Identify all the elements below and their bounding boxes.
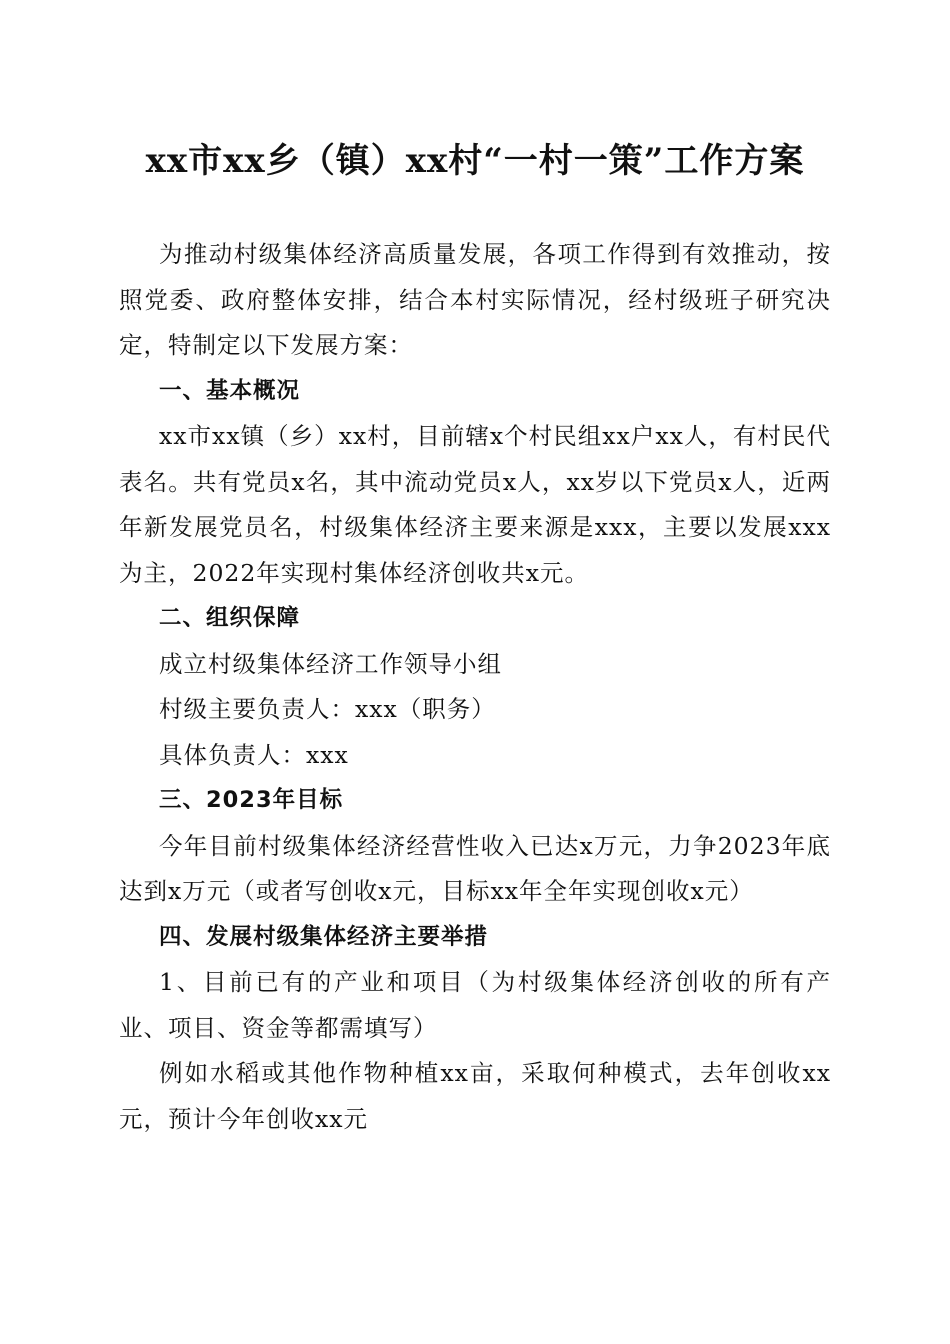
section-heading-goal: 三、2023年目标 [159, 787, 344, 813]
measures-item-1: 1、目前已有的产业和项目（为村级集体经济创收的所有产业、项目、资金等都需填写） [119, 968, 831, 1042]
section-heading-measures: 四、发展村级集体经济主要举措 [159, 923, 489, 950]
section-heading-overview: 一、基本概况 [159, 377, 301, 404]
goal-paragraph: 今年目前村级集体经济经营性收入已达x万元，力争2023年底达到x万元（或者写创收x元，目标xx年全年实现创收x元） [119, 831, 831, 905]
organization-line-leader: 村级主要负责人：xxx（职务） [159, 695, 496, 723]
overview-paragraph: xx市xx镇（乡）xx村，目前辖x个村民组xx户xx人，有村民代表名。共有党员x名，其中流动党员x人，xx岁以下党员x人，近两年新发展党员名，村级集体经济主要来源是xxx，主要以发展xxx为主，2022年实现村集体经济创收共x元。 [119, 422, 831, 587]
intro-paragraph: 为推动村级集体经济高质量发展，各项工作得到有效推动，按照党委、政府整体安排，结合本村实际情况，经村级班子研究决定，特制定以下发展方案： [119, 240, 831, 359]
document-title: xx市xx乡（镇）xx村“一村一策”工作方案 [145, 141, 805, 181]
section-heading-organization: 二、组织保障 [159, 605, 301, 631]
document-body [119, 232, 831, 1142]
organization-line-responsible: 具体负责人：xxx [159, 740, 349, 769]
measures-example: 例如水稻或其他作物种植xx亩，采取何种模式，去年创收xx元，预计今年创收xx元 [119, 1059, 831, 1133]
organization-line-group: 成立村级集体经济工作领导小组 [159, 649, 502, 678]
